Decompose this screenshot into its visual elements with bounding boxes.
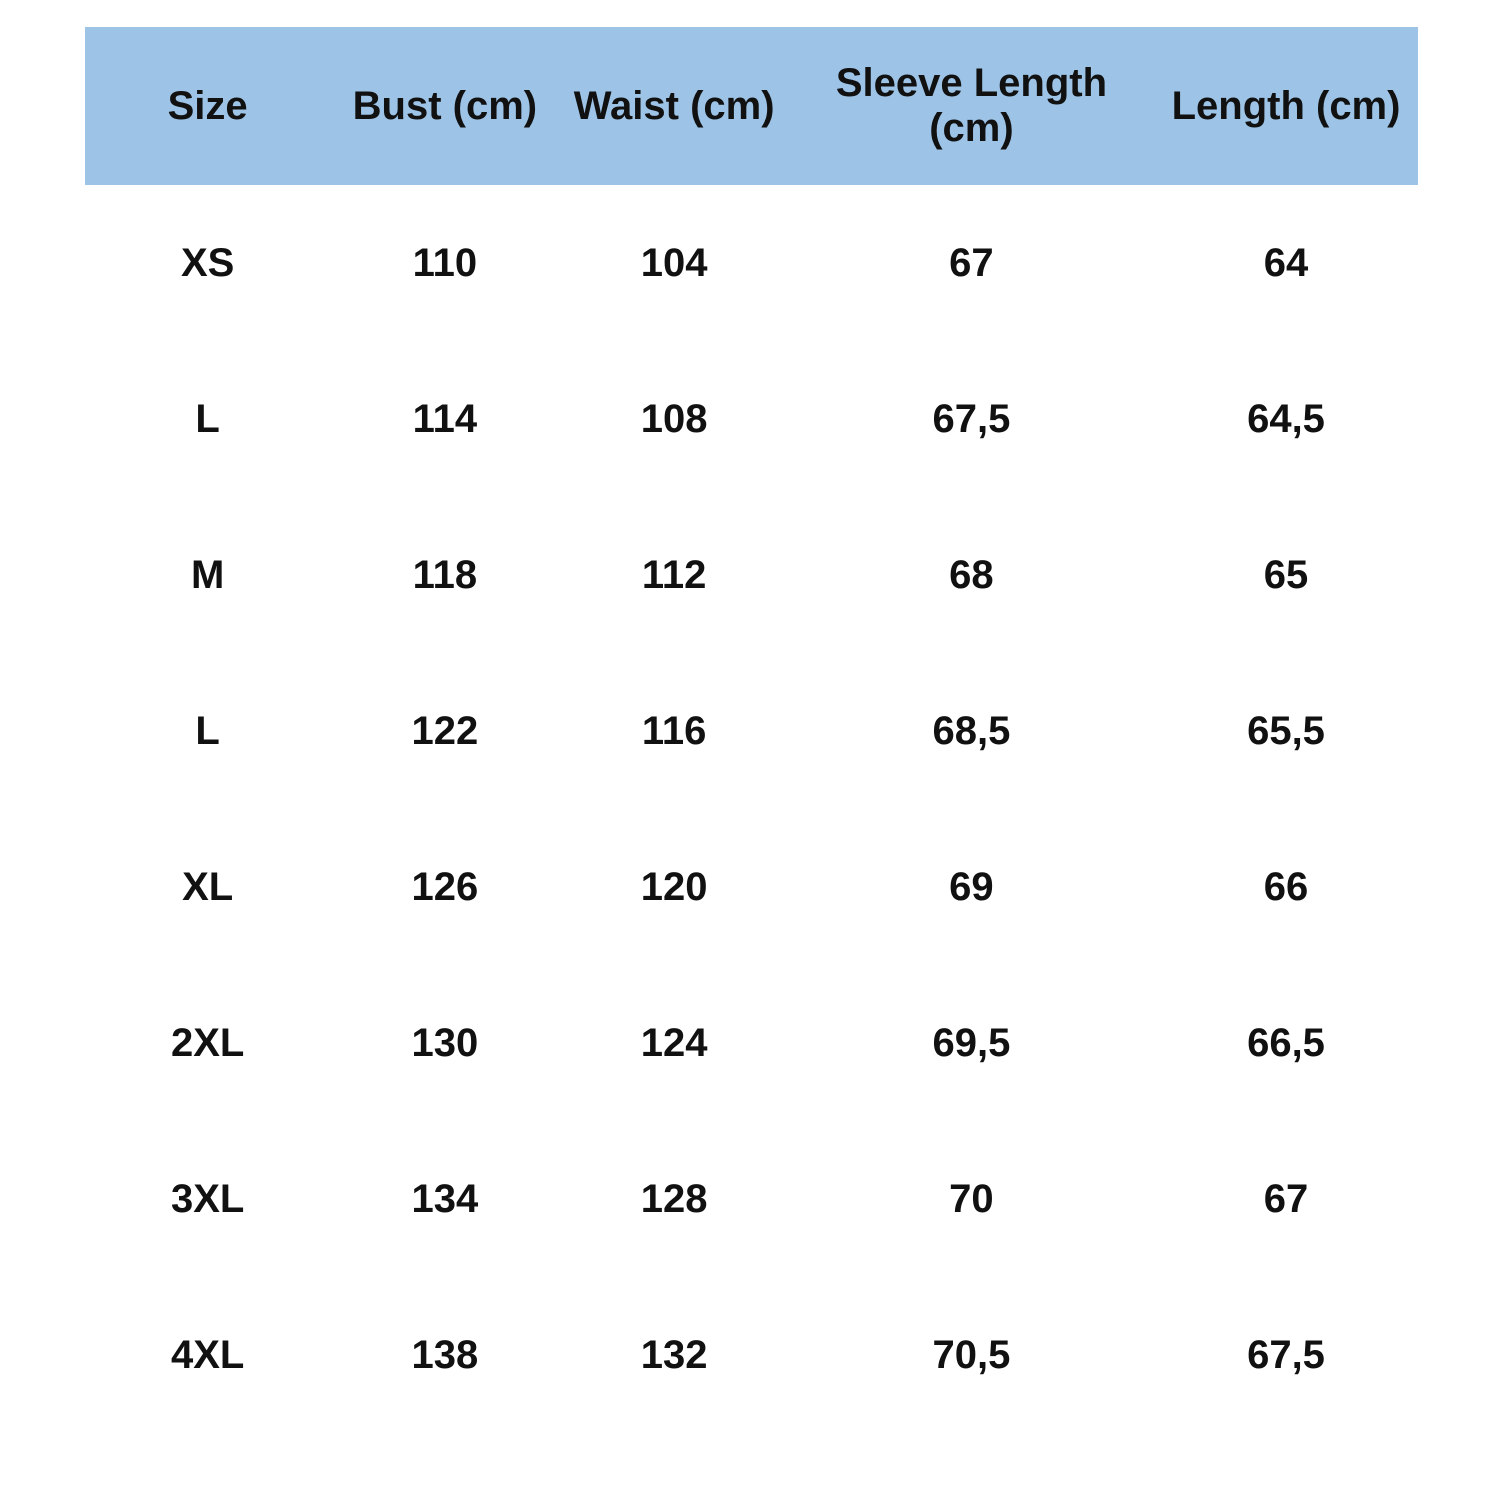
column-header-bust: Bust (cm) [330,27,559,185]
length-cell: 65,5 [1154,653,1418,809]
waist-cell: 108 [560,341,789,497]
table-row [85,341,1418,497]
sleeve-length-cell: 70,5 [789,1277,1154,1433]
sleeve-length-cell: 69 [789,809,1154,965]
table-row [85,185,1418,341]
size-chart [85,27,1418,1433]
waist-cell: 120 [560,809,789,965]
bust-cell: 118 [330,497,559,653]
sleeve-length-cell: 69,5 [789,965,1154,1121]
sleeve-length-cell: 70 [789,1121,1154,1277]
bust-cell: 134 [330,1121,559,1277]
column-header-waist: Waist (cm) [560,27,789,185]
size-cell: XL [85,809,330,965]
waist-cell: 132 [560,1277,789,1433]
table-row [85,809,1418,965]
waist-cell: 104 [560,185,789,341]
bust-cell: 114 [330,341,559,497]
waist-cell: 128 [560,1121,789,1277]
size-cell: L [85,653,330,809]
size-chart-table [85,27,1418,1433]
column-header-sleeve-length: Sleeve Length (cm) [789,27,1154,185]
length-cell: 66 [1154,809,1418,965]
bust-cell: 138 [330,1277,559,1433]
waist-cell: 124 [560,965,789,1121]
table-row [85,497,1418,653]
bust-cell: 110 [330,185,559,341]
header-row [85,27,1418,185]
table-row [85,965,1418,1121]
length-cell: 64 [1154,185,1418,341]
sleeve-length-cell: 67 [789,185,1154,341]
bust-cell: 122 [330,653,559,809]
length-cell: 66,5 [1154,965,1418,1121]
bust-cell: 126 [330,809,559,965]
column-header-size: Size [85,27,330,185]
bust-cell: 130 [330,965,559,1121]
length-cell: 65 [1154,497,1418,653]
length-cell: 67,5 [1154,1277,1418,1433]
table-row [85,653,1418,809]
waist-cell: 112 [560,497,789,653]
size-cell: XS [85,185,330,341]
sleeve-length-cell: 68,5 [789,653,1154,809]
length-cell: 64,5 [1154,341,1418,497]
table-row [85,1277,1418,1433]
sleeve-length-cell: 67,5 [789,341,1154,497]
waist-cell: 116 [560,653,789,809]
size-cell: 3XL [85,1121,330,1277]
table-row [85,1121,1418,1277]
column-header-length: Length (cm) [1154,27,1418,185]
size-cell: L [85,341,330,497]
table-body [85,185,1418,1433]
sleeve-length-cell: 68 [789,497,1154,653]
size-cell: 4XL [85,1277,330,1433]
size-cell: M [85,497,330,653]
length-cell: 67 [1154,1121,1418,1277]
size-cell: 2XL [85,965,330,1121]
